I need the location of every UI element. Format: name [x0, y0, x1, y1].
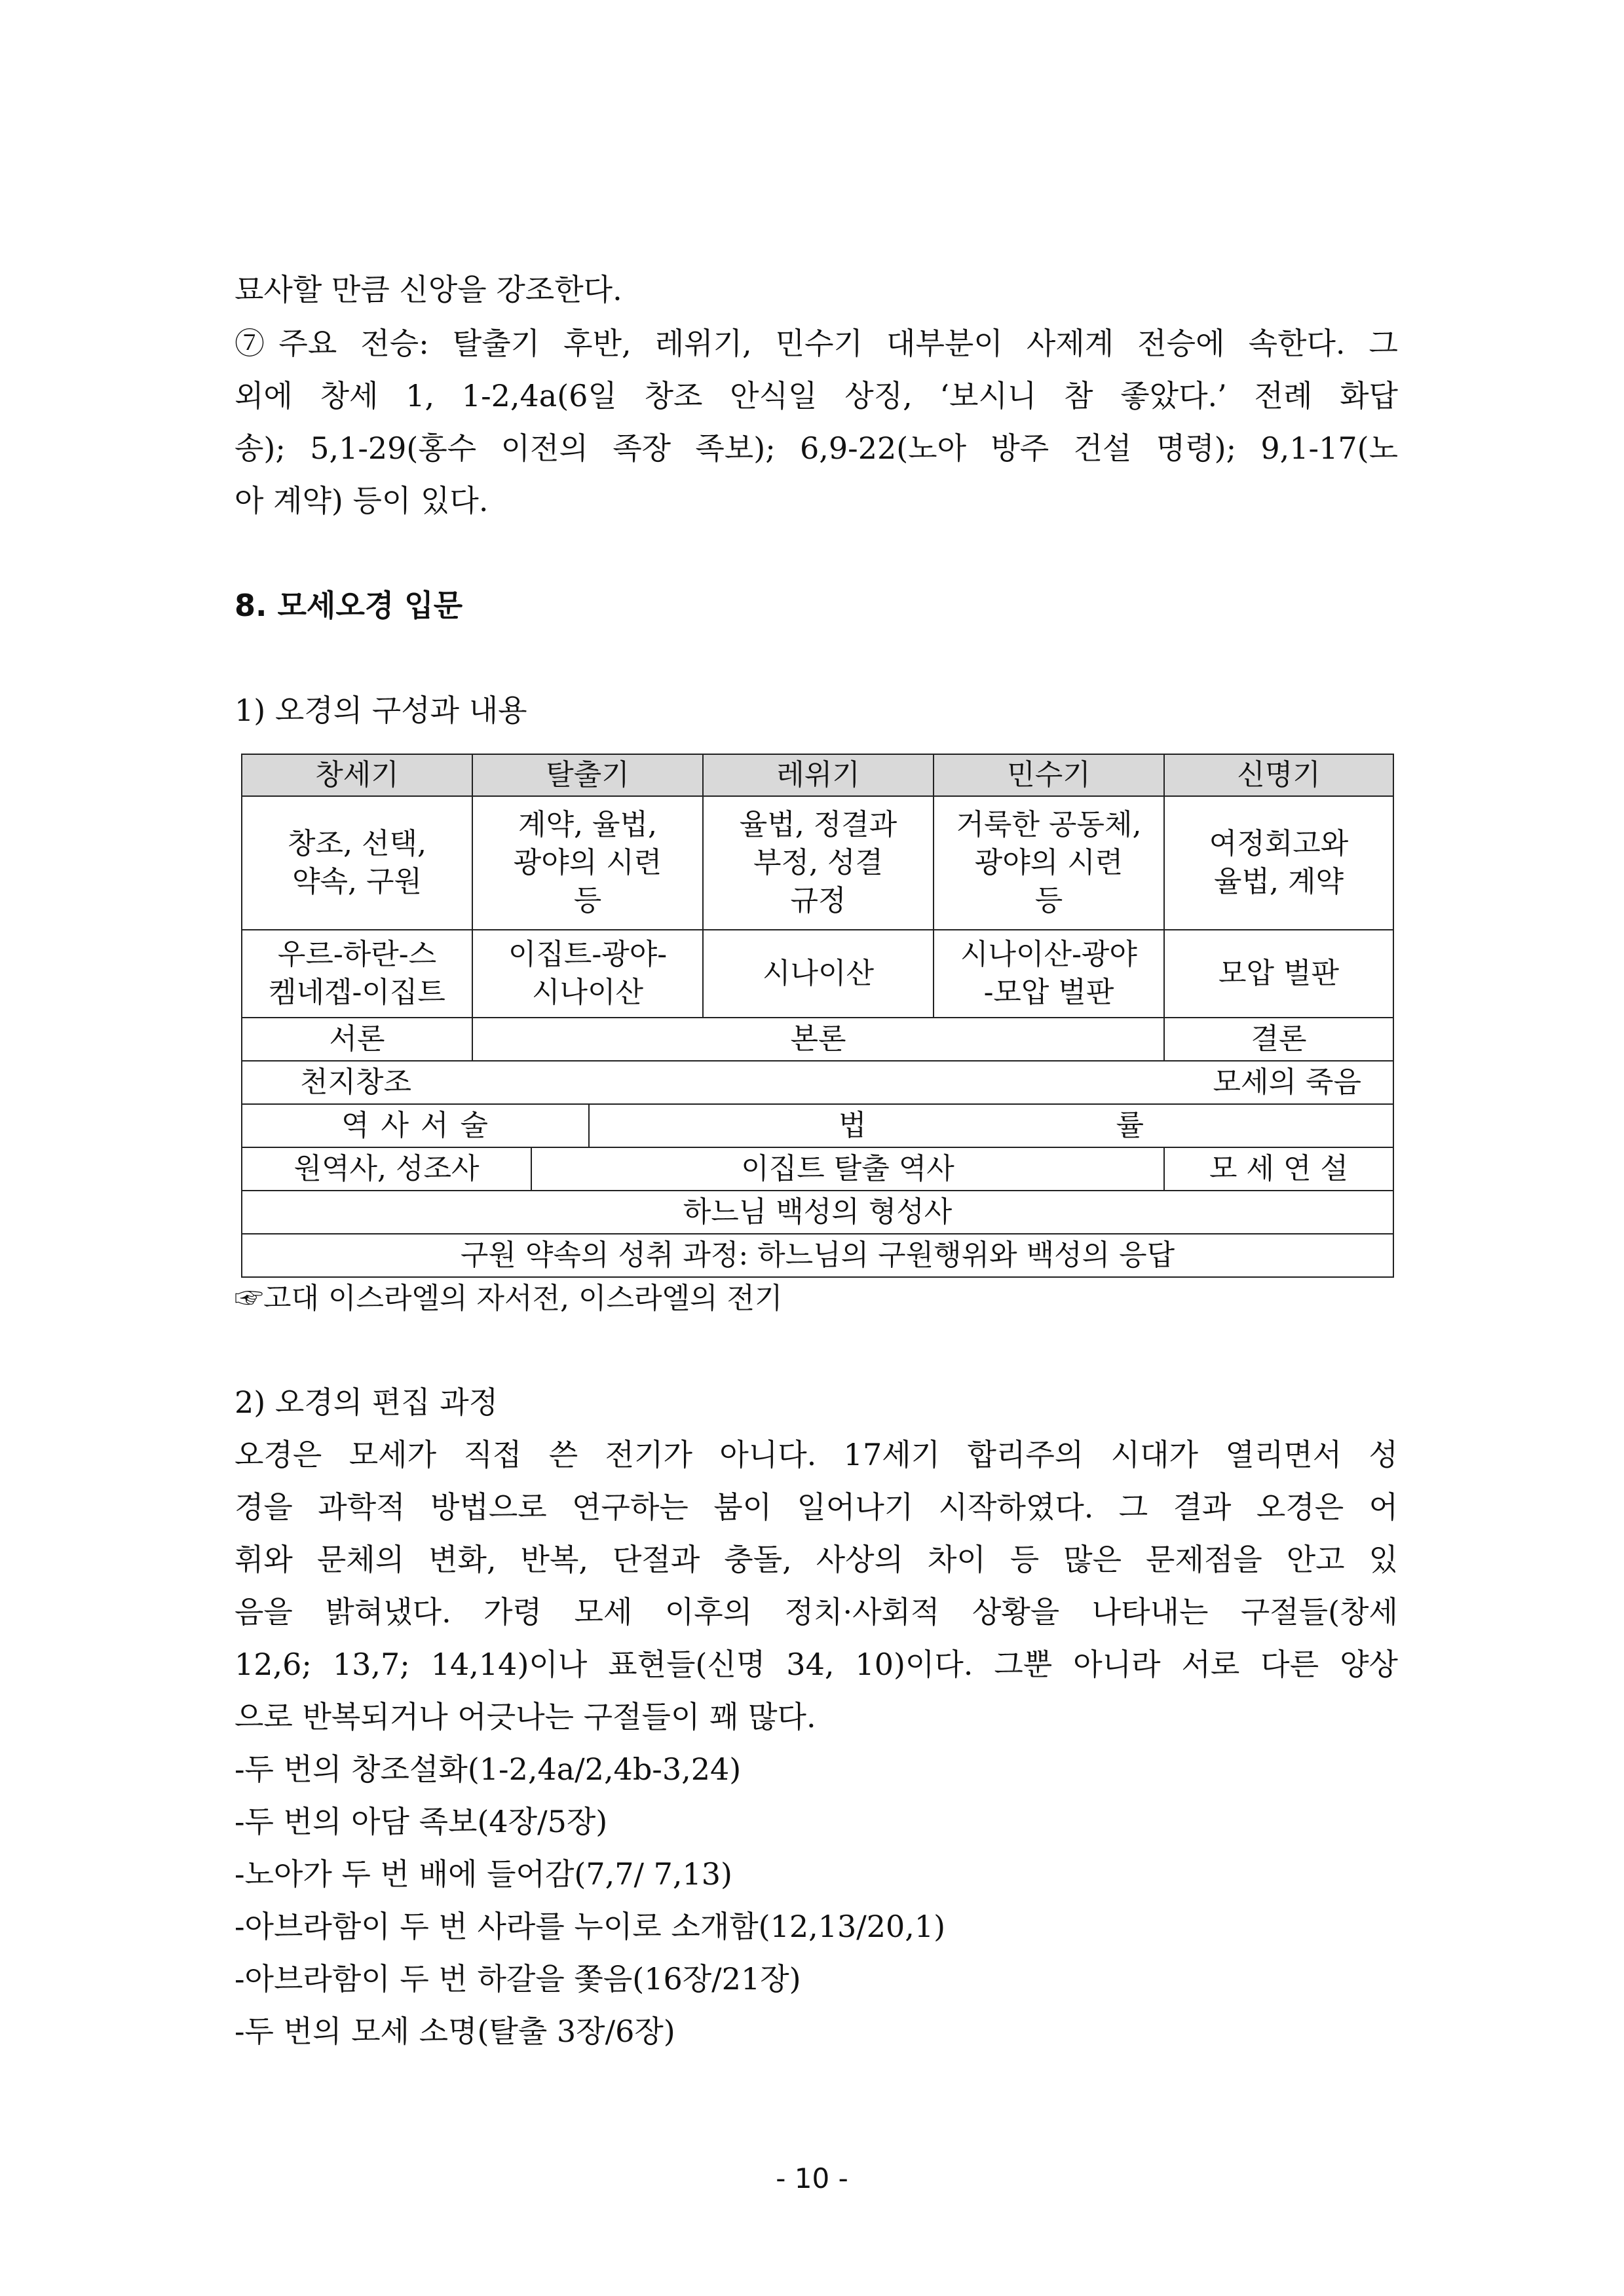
place-numbers	[933, 929, 1165, 1018]
place-leviticus	[702, 929, 934, 1018]
list-item: -두 번의 아담 족보(4장/5장)	[235, 1804, 608, 1839]
cell-line: 우르-하란-스	[277, 938, 437, 971]
history-primeval: 원역사, 성조사	[241, 1147, 532, 1191]
genre-law	[588, 1103, 1394, 1148]
body-line: 으로 반복되거나 어긋나는 구절들이 꽤 많다.	[235, 1699, 816, 1734]
history-moses-speech: 모 세 연 설	[1163, 1147, 1394, 1191]
body-line: 음을 밝혀냈다. 가령 모세 이후의 정치·사회적 상황을 나타내는 구절들(창세	[235, 1594, 1398, 1630]
content-leviticus	[702, 795, 934, 930]
cell-line: 계약, 율법,	[518, 808, 657, 841]
cell-line: 시나이산-광야	[960, 938, 1137, 971]
place-genesis	[241, 929, 473, 1018]
page-number: - 10 -	[776, 2162, 848, 2194]
place-exodus	[472, 929, 704, 1018]
structure-conclusion: 결론	[1163, 1017, 1394, 1062]
cell-line: 여정회고와	[1209, 827, 1349, 860]
cell-line: 거룩한 공동체,	[956, 808, 1142, 841]
list-item: -두 번의 창조설화(1-2,4a/2,4b-3,24)	[235, 1751, 742, 1787]
body-line: 12,6; 13,7; 14,14)이나 표현들(신명 34, 10)이다. 그뿐 아니라 서로 다른 양상	[235, 1647, 1398, 1682]
section-heading: 8. 모세오경 입문	[235, 588, 463, 623]
cell-line: 규정	[790, 884, 846, 917]
genre-narrative: 역 사 서 술	[241, 1103, 590, 1148]
events-row	[241, 1060, 1394, 1105]
header-leviticus: 레위기	[702, 754, 934, 797]
subsection-title: 1) 오경의 구성과 내용	[235, 693, 527, 728]
formation-row: 하느님 백성의 형성사	[241, 1190, 1394, 1234]
header-deuteronomy: 신명기	[1163, 754, 1394, 797]
content-deuteronomy	[1163, 795, 1394, 930]
cell-line: 창조, 선택,	[288, 827, 426, 860]
history-exodus: 이집트 탈출 역사	[531, 1147, 1165, 1191]
intro-line: 송); 5,1-29(홍수 이전의 족장 족보); 6,9-22(노아 방주 건설 명령); 9,1-17(노	[235, 430, 1398, 466]
header-numbers: 민수기	[933, 754, 1165, 797]
cell-line: 등	[573, 884, 602, 917]
cell-line: -모압 벌판	[983, 976, 1114, 1009]
body-line: 경을 과학적 방법으로 연구하는 붐이 일어나기 시작하였다. 그 결과 오경은 어	[235, 1489, 1398, 1525]
law-char: 법	[839, 1109, 867, 1142]
fulfillment-row: 구원 약속의 성취 과정: 하느님의 구원행위와 백성의 응답	[241, 1233, 1394, 1278]
cell-line: 율법, 계약	[1214, 865, 1344, 898]
event-start: 천지창조	[300, 1065, 412, 1099]
content-numbers	[933, 795, 1165, 930]
body-line: 휘와 문체의 변화, 반복, 단절과 충돌, 사상의 차이 등 많은 문제점을 안고 있	[235, 1542, 1398, 1577]
cell-line: 부정, 성결	[753, 846, 883, 879]
content-genesis	[241, 795, 473, 930]
cell-line: 모압 벌판	[1218, 957, 1339, 990]
intro-line: 묘사할 만큼 신앙을 강조한다.	[235, 272, 622, 307]
header-exodus: 탈출기	[472, 754, 704, 797]
cell-line: 시나이산	[762, 957, 874, 990]
list-item: -노아가 두 번 배에 들어감(7,7/ 7,13)	[235, 1856, 732, 1892]
intro-line: ⑦주요 전승: 탈출기 후반, 레위기, 민수기 대부분이 사제계 전승에 속한다. 그	[235, 326, 1398, 361]
content-exodus	[472, 795, 704, 930]
body-line: 오경은 모세가 직접 쓴 전기가 아니다. 17세기 합리주의 시대가 열리면서 성	[235, 1437, 1398, 1472]
list-item: -아브라함이 두 번 하갈을 쫓음(16장/21장)	[235, 1961, 801, 1997]
structure-intro: 서론	[241, 1017, 473, 1062]
cell-line: 시나이산	[531, 976, 643, 1009]
cell-line: 율법, 정결과	[739, 808, 897, 841]
cell-line: 등	[1034, 884, 1063, 917]
intro-line: 외에 창세 1, 1-2,4a(6일 창조 안식일 상징, ‘보시니 참 좋았다.’ 전례 화답	[235, 378, 1398, 413]
list-item: -아브라함이 두 번 사라를 누이로 소개함(12,13/20,1)	[235, 1909, 946, 1944]
place-deuteronomy	[1163, 929, 1394, 1018]
cell-line: 켐네겝-이집트	[269, 976, 445, 1009]
header-genesis: 창세기	[241, 754, 473, 797]
intro-line: 아 계약) 등이 있다.	[235, 483, 489, 518]
structure-body: 본론	[472, 1017, 1165, 1062]
cell-line: 광야의 시련	[513, 846, 662, 879]
list-item: -두 번의 모세 소명(탈출 3장/6장)	[235, 2014, 675, 2049]
pentateuch-table	[241, 754, 1394, 1278]
table-note: ☞고대 이스라엘의 자서전, 이스라엘의 전기	[235, 1282, 783, 1315]
cell-line: 약속, 구원	[292, 865, 422, 898]
cell-line: 광야의 시련	[974, 846, 1124, 879]
cell-line: 이집트-광야-	[508, 938, 668, 971]
subsection-title: 2) 오경의 편집 과정	[235, 1385, 499, 1420]
law-char: 률	[1116, 1109, 1144, 1142]
event-end: 모세의 죽음	[1213, 1065, 1361, 1099]
